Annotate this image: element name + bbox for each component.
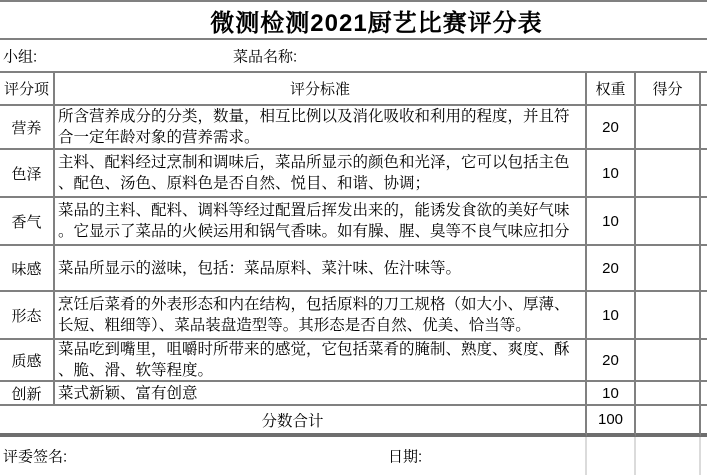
faint-gridline — [585, 437, 587, 475]
row-gutter — [701, 198, 707, 246]
row-gutter — [701, 150, 707, 198]
row-criteria: 菜品所显示的滋味，包括：菜品原料、菜汁味、佐汁味等。 — [55, 246, 587, 292]
header-item: 评分项 — [0, 73, 55, 106]
row-weight: 20 — [587, 246, 636, 292]
total-gutter — [701, 406, 707, 437]
row-weight: 20 — [587, 340, 636, 382]
header-gutter — [701, 73, 707, 106]
row-item-label: 质感 — [0, 340, 55, 382]
row-gutter — [701, 246, 707, 292]
group-label: 小组: — [3, 48, 38, 65]
total-weight: 100 — [587, 406, 636, 437]
row-criteria: 菜品吃到嘴里，咀嚼时所带来的感觉，它包括菜肴的腌制、熟度、爽度、酥、脆、滑、软等程度。 — [55, 340, 587, 382]
footer-row — [0, 437, 707, 475]
row-weight: 10 — [587, 150, 636, 198]
dish-name-label: 菜品名称: — [233, 48, 298, 65]
faint-gridline — [699, 437, 701, 475]
row-criteria: 烹饪后菜肴的外表形态和内在结构，包括原料的刀工规格（如大小、厚薄、长短、粗细等）、菜品装盘造型等。其形态是否自然、优美、恰当等。 — [55, 292, 587, 340]
total-label: 分数合计 — [0, 406, 587, 437]
date-field[interactable] — [430, 437, 580, 475]
row-item-label: 色泽 — [0, 150, 55, 198]
row-item-label: 形态 — [0, 292, 55, 340]
row-item-label: 味感 — [0, 246, 55, 292]
row-gutter — [701, 106, 707, 150]
row-criteria: 主料、配料经过烹制和调味后，菜品所显示的颜色和光泽，它可以包括主色、配色、汤色、原料色是否自然、悦目、和谐、协调； — [55, 150, 587, 198]
row-criteria: 菜式新颖、富有创意 — [55, 382, 587, 406]
group-name-field[interactable] — [48, 40, 228, 71]
judge-signature-field[interactable] — [80, 437, 360, 475]
header-score: 得分 — [636, 73, 701, 106]
row-score-field[interactable] — [636, 292, 701, 340]
row-score-field[interactable] — [636, 198, 701, 246]
row-item-label: 创新 — [0, 382, 55, 406]
dish-name-field[interactable] — [310, 40, 580, 71]
header-criteria: 评分标准 — [55, 73, 587, 106]
date-label: 日期: — [388, 448, 423, 466]
row-score-field[interactable] — [636, 382, 701, 406]
row-weight: 10 — [587, 292, 636, 340]
faint-gridline — [634, 437, 636, 475]
row-weight: 10 — [587, 198, 636, 246]
row-gutter — [701, 340, 707, 382]
row-score-field[interactable] — [636, 150, 701, 198]
row-gutter — [701, 382, 707, 406]
header-weight: 权重 — [587, 73, 636, 106]
row-weight: 20 — [587, 106, 636, 150]
meta-row — [0, 40, 707, 73]
row-gutter — [701, 292, 707, 340]
row-item-label: 营养 — [0, 106, 55, 150]
row-score-field[interactable] — [636, 246, 701, 292]
row-criteria: 菜品的主料、配料、调料等经过配置后挥发出来的，能诱发食欲的美好气味。它显示了菜品的火候运用和锅气香味。如有臊、腥、臭等不良气味应扣分 — [55, 198, 587, 246]
row-criteria: 所含营养成分的分类，数量，相互比例以及消化吸收和利用的程度，并且符合一定年龄对象的营养需求。 — [55, 106, 587, 150]
total-score-field[interactable] — [636, 406, 701, 437]
row-item-label: 香气 — [0, 198, 55, 246]
row-weight: 10 — [587, 382, 636, 406]
row-score-field[interactable] — [636, 106, 701, 150]
page-title: 微测检测2021厨艺比赛评分表 — [0, 2, 707, 40]
row-score-field[interactable] — [636, 340, 701, 382]
judge-signature-label: 评委签名: — [3, 448, 68, 466]
